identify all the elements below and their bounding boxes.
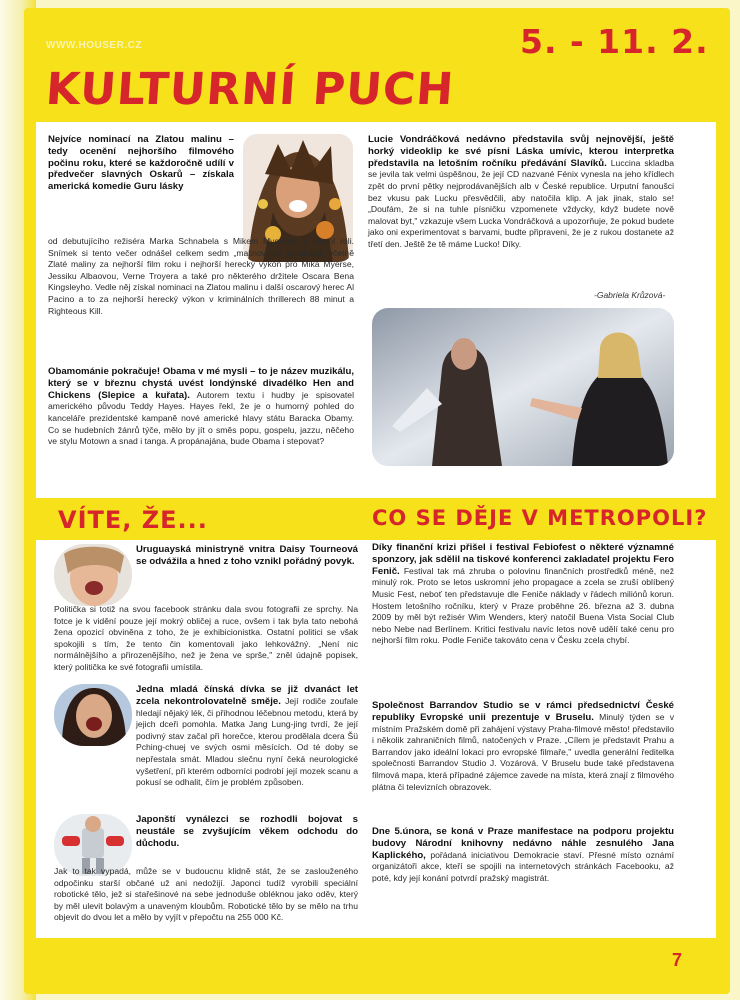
vite-item-china-body: Její rodiče zoufale hledají nějaký lék, či přihodnou léčebnou metodu, která by jejich dceři pomohla. Matka Jang Lung-jing tvrdí, že její podivný stav začal při horečce, kterou prodělala dcera Šü Pching-chuej ve svých osmi měsících. Od té doby se nepřestala smát. Mladou slečnu nyní čeká neurologické vyšetření, při kterém odborníci podrobí její mozek scanu a pokusí se odhalit, čím je problém způsoben. — [136, 695, 358, 788]
article-obama — [48, 366, 354, 448]
article-lucie — [368, 134, 674, 251]
page-number: 7 — [672, 950, 683, 970]
photo-lucie-videoclip-image — [372, 308, 674, 466]
vite-item-japan-headline: Japonští vynálezci se rozhodli bojovat s neustále se zvyšujícím věkem odchodu do důchodu. — [136, 814, 358, 849]
article-lucie-headline: Lucie Vondráčková nedávno představila svůj nejnovější, ještě horký videoklip ke své písni Láska umívic, kterou interpretka představila na letošním ročníku předávání Slavíků. — [368, 134, 674, 169]
metro-item-febio-headline: Díky finanční krizi přišel i festival Febiofest o některé významné sponzory, jak sdělil na tiskové konferenci zakladatel projektu Fero Fenič. — [372, 542, 674, 577]
section-title-metropole: CO SE DĚJE V METROPOLI? — [372, 506, 708, 530]
photo-laughing-girl — [54, 684, 132, 746]
metro-item-febio — [372, 542, 674, 647]
vite-item-china-headline: Jedna mladá čínská dívka se již dvanáct let zcela nekontrolovatelně směje. — [136, 684, 358, 707]
metro-item-kaplicky — [372, 826, 674, 885]
metro-item-kaplicky-body: pořádaná iniciativou Demokracie staví. Přesné místo oznámí organizátoři akce, kteří se spojili na internetových stránkách Facebooku, až poté, kdy její konání potvrdí pražský magistrát. — [372, 849, 674, 883]
section-title-vite: VÍTE, ŽE... — [58, 506, 208, 534]
metro-item-kaplicky-headline: Dne 5.února, se koná v Praze manifestace na podporu projektu budovy Národní knihovny nedávno náhle zesnulého Jana Kaplického, — [372, 826, 674, 861]
photo-laughing-girl-image — [54, 684, 132, 746]
article-obama-headline: Obamománie pokračuje! Obama v mé mysli – to je název muzikálu, který se v březnu chystá uvést londýnské divadélko Hen and Chickens (Slepice a kuřata). — [48, 366, 354, 401]
article-razzie-body: od debutujícího režiséra Marka Schnabela s Mikem Myersem v hlavní roli. Snímek si tento večer odnášel celkem sedm „malinových" nominací, včetně Zlaté maliny za nejhorší film roku i nejhorší herecký výkon pro Mika Myerse, Jessiku Albaovou, Verne Troyera a také pro některého držitele Oscara Bena Kingsleyho. Vedle něj získal nominaci na Zlatou malinu i další oscarový herec Al Pacino a to za nejhorší herecký výkon v kriminálních thrillerech 88 minut a Righteous Kill. — [48, 236, 354, 316]
article-lucie-body: Luccina skladba se jevila tak velmi úspěšnou, že její CD nazvané Fénix vynesla na jeho křídlech zpět do první pětky nejprodávanějších alb v České republice. Urputní fanoušci bez vkusu pak Lucku přesvědčili, aby natočila klip. A jak jinak, stalo se! „Doufám, že si na tuhle písničku vzpomenete vždycky, když budete nově malovat byt," vzkazuje všem Lucka Vondráčková a upozorňuje, že pokud budete jako oni experimentovat s barvami, budte připraveni, že je z rukou dostanete až třetí den. Ještě že tě máme Lucko! Díky. — [368, 157, 674, 249]
issue-date: 5. - 11. 2. — [520, 22, 709, 61]
vite-item-japan-body: Jak to tak vypadá, může se v budoucnu klidně stát, že se zaslouženého odpočinku starší občané už ani nedožijí. Japonci tudíž vyrobili speciální robotické tělo, jež si stařešinové na sebe jednoduše obléknou jako oděv, který by měl ulevit bolavým a unaveným kloubům. Robotické tělo by se mělo na trhu objevit do dvou let a mělo by vyjít v přepočtu na 255 000 Kč. — [54, 866, 358, 923]
article-obama-body: Autorem textu i hudby je spisovatel amerického původu Teddy Hayes. Hayes řekl, že je o humorný pohled do kanceláře prezidentské kampaně nové americké hlavy státu Baracka Obamy. Co se hudebních žánrů týče, mělo by jít o směs popu, gospelu, jazzu, něčeho ve stylu Motown a snad i tanga. A propánajána, bude Obama i stepovat? — [48, 389, 354, 447]
website-url[interactable]: WWW.HOUSER.CZ — [46, 40, 142, 51]
article-author: -Gabriela Krůzová- — [594, 290, 666, 300]
article-razzie-lead — [48, 134, 234, 193]
metro-item-barrandov-body: Minulý týden se v místním Pražském domě při zahájení výstavy Praha-filmové město! představilo i několik zahraničních filmů, natočených v Praze. „Cílem je představit Prahu a Barrandov jako ideální lokaci pro evropské filmaře," uvedla generální ředitelka společnosti Barrandov Studio J. Vozárová. V Bruselu bude také představena filmová mapa, která případné zájemce zavede na místa, která znají z filmového plátna či televizních obrazovek. — [372, 711, 674, 792]
vite-item-daisy-lead — [136, 544, 358, 568]
metro-item-febio-body: Festival tak má zhruba o polovinu finančních prostředků méně, než minulý rok. Proto se letos uskromní jeho propagace a zcela se zruší oblíbený Music Fest, neboť ten představuje dle Feniče náklady v řádech miliónů korun. Hostem letošního ročníku, který v Praze proběhne 26. března až 3. dubna 2009 by měl být režisér Wim Wenders, který natočil Buena Vista Social Club nebo Nebe nad Berlínem. Kritici festivalu navíc letos nově udělí také cenu pro nejhorší film roku. Podle Feniče takováto cena v Česku zcela chybí. — [372, 565, 675, 646]
page-title: KULTURNÍ PUCH — [44, 64, 456, 115]
photo-daisy-tourne — [54, 544, 132, 606]
photo-daisy-tourne-image — [54, 544, 132, 606]
metro-item-barrandov-headline: Společnost Barrandov Studio se v rámci předsednictví České republiky Evropské unii prezentuje v Bruselu. — [372, 700, 674, 723]
vite-item-japan-lead — [136, 814, 358, 849]
photo-lucie-videoclip — [372, 308, 674, 466]
vite-item-china — [136, 684, 358, 789]
article-razzie-headline: Nejvíce nominací na Zlatou malinu – tedy ocenění nejhoršího filmového počinu roku, které se každoročně udílí v předvečer slavných Oskarů – získala americká komedie Guru lásky — [48, 134, 234, 193]
vite-item-daisy-headline: Uruguayská ministryně vnitra Daisy Tourneová se odvážila a hned z toho vznikl pořádný povyk. — [136, 544, 358, 567]
metro-item-barrandov — [372, 700, 674, 793]
vite-item-daisy-body: Politička si totiž na svou facebook stránku dala svou fotografii ze sprchy. Na fotce je k vidění pouze její mokrý obličej a ruce, ovšem i tak byla tato nebohá žena opozicí obviněna z toho, že je exhibicionistka. Ostatní politici se však spokojili s tím, že tento čin komentovali jako lehkovážný. „Není nic normálnějšího a přirozenějšího, než je žena ve sprše," zněl údajně popisek, který politička ke své fotografii umístila. — [54, 604, 358, 672]
